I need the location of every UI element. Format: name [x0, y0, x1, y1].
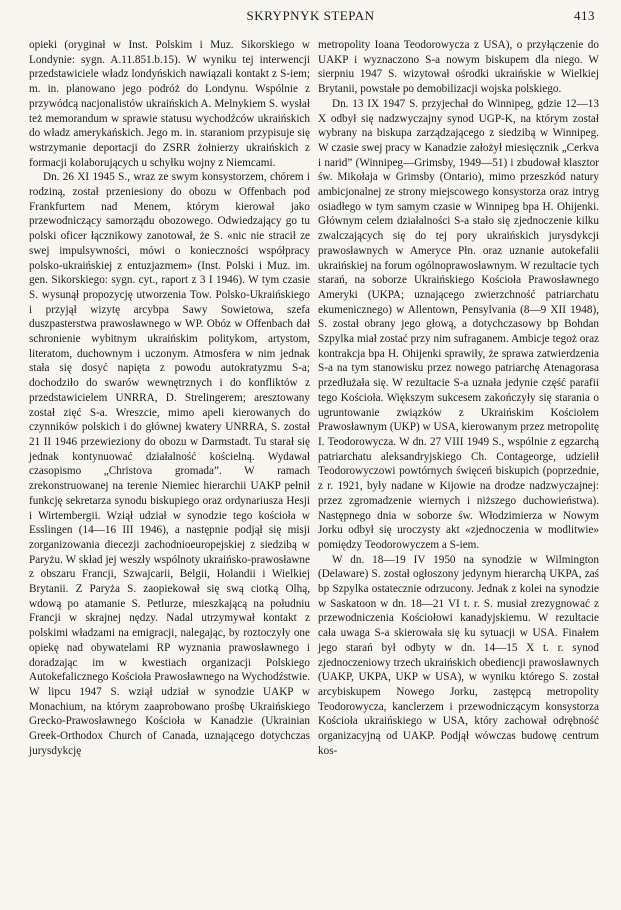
paragraph	[318, 38, 599, 97]
paragraph	[29, 170, 310, 758]
paragraph	[318, 97, 599, 553]
text-run: Dn. 13 IX 1947 S. przyjechał do Winnipeg, gdzie 12—13 X odbył się nadzwyczajny synod UGP-K, na którym został wybrany na biskupa zarządzającego z siedzibą w Winnipeg. W czasie swej pracy w Kanadzie założył miesięcznik „Cerkva i narid” (Winnipeg—Grimsby, 1949—51) i zbudował klasztor św. Mikołaja w Grimsby (Ontario), mimo przeszkód natury ambicjonalnej ze strony miejscowego konsystorza oraz intryg osiadłego w tym samym czasie w Winnipeg bpa H. Ohijenki. Głównym celem działalności S-a stało się zjednoczenie kilku zwalczających się do tej pory ukraińskich jurysdykcji prawosławnych w Ameryce Płn. oraz uznanie autokefalii ukraińskiej na forum ogólnoprawosławnym. W rezultacie tych starań, na soborze Ukraińskiego Kościoła Prawosławnego Ameryki (UKPA; uznającego zwierzchność patriarchatu ekumenicznego) w Allentown, Pensylvania (8—9 XII 1948), S. został obrany jego głową, a dotychczasowy bp Bohdan Szpylka miał zostać przy nim sufraganem. Ambicje tegoż oraz kontrakcja bpa H. Ohijenki sprawiły, że sprawa zatwierdzenia S-a na tym stanowisku przez nowego patriarchę Atenagorasa przedłużała się. W rezultacie S-a uznała jedynie część parafii tego Kościoła. Większym sukcesem zakończyły się starania o ugruntowanie związków z Ukraińskim Kościołem Prawosławnym (UKP) w USA, kierowanym przez metropolitę I. Teodorowycza. W dn. 27 VIII 1949 S., wspólnie z egzarchą patriarchatu aleksandryjskiego Ch. Contageorge, udzielił Teodorowyczowi powtórnych święceń biskupich (poprzednie, z r. 1921, były nadane w Kijowie na drodze nadzwyczajnej: przez zgromadzenie wiernych i niższego duchowieństwa). Następnego dnia w soborze św. Włodzimierza w Nowym Jorku odbył się uroczysty akt «zjednoczenia w modlitwie» pomiędzy Teodorowyczem a S-iem.	[318, 97, 599, 551]
text-run: metropolity Ioana Teodorowycza z USA), o przyłączenie do UAKP i wyznaczono S-a nowym biskupem dla niego. W sierpniu 1947 S. wizytował ośrodki ukraińskie w Wielkiej Brytanii, powstałe po demobilizacji wojska polskiego.	[318, 39, 599, 96]
left-column	[29, 38, 310, 758]
text-run: Dn. 26 XI 1945 S., wraz ze swym konsystorzem, chórem i rodziną, został przeniesiony do obozu w Offenbach pod Frankfurtem nad Menem, którym kierował jako przewodniczący samorządu obozowego. Odwiedzający go tu polski oficer łącznikowy zanotował, że S. «nic nie stracił ze swej impulsywności, mówi o konieczności współpracy polsko-ukraińskiej z entuzjazmem» (Inst. Polski i Muz. im. gen. Sikorskiego: sygn. cyt., raport z 3 I 1946). W tym czasie S. wysunął propozycję utworzenia Tow. Polsko-Ukraińskiego i przyjął wizytę arcybpa Sawy Sowietowa, szefa duszpasterstwa prawosławnego w WP. Obóz w Offenbach dał schronienie wybitnym ukraińskim politykom, artystom, literatom, duchownym i uczonym. Atmosfera w nim jednak stała się dosyć napięta z powodu autokratyzmu S-a; dochodziło do swarów wewnętrznych i do konfliktów z przedstawicielem UNRRA, D. Strelingerem; aresztowany został zięć S-a. Wreszcie, mimo apeli kierowanych do czynników polskich i do głównej kwatery UNRRA, S. został 21 II 1946 przewieziony do obozu w Darmstadt. Tu starał się jednak kontynuować działalność kościelną. Wydawał czasopismo „Christova gromada”. W ramach zrekonstruowanej na terenie Niemiec hierarchii UAKP pełnił funkcję sekretarza synodu biskupiego oraz ordynariusza Hesji i Wirtembergii. Wziął udział w synodzie tego kościoła w Esslingen (14—16 III 1946), a następnie podjął się misji zorganizowania diecezji zachodnioeuropejskiej z siedzibą w Paryżu. W skład jej weszły wspólnoty ukraińsko-prawosławne z obszaru Francji, Szwajcarii, Belgii, Holandii i Wielkiej Brytanii. Z Paryża S. zaopiekował się swą ciotką Olhą, wdową po atamanie S. Petlurze, mieszkającą na południu Francji w skrajnej nędzy. Nadal utrzymywał kontakt z polskimi władzami na emigracji, nalegając, by roztoczyły one opiekę nad obywatelami RP wyznania prawosławnego i doradzając im w kwestiach organizacji Polskiego Autokefalicznego Kościoła Prawosławnego na Wychodźstwie. W lipcu 1947 S. wziął udział w synodzie UAKP w Monachium, na którym zaaprobowano prośbę Ukraińskiego Grecko-Prawosławnego Kościoła w Kanadzie (Ukrainian Greek-Orthodox Church of Canada, uznającego dotychczas jurysdykcję	[29, 171, 310, 757]
paragraph	[29, 38, 310, 170]
text-run: opieki (oryginał w Inst. Polskim i Muz. Sikorskiego w Londynie: sygn. A.11.851.b.15). W wyniku tej interwencji przedstawiciele władz londyńskich nawiązali kontakt z S-iem; m. in. planowano jego podróż do Londynu. Wspólnie z przywódcą nacjonalistów ukraińskich A. Melnykiem S. wysłał też memorandum w sprawie statusu wychodźców ukraińskich do władz amerykańskich. Jego m. in. staraniom przypisuje się wstrzymanie deportacji do ZSRR żołnierzy ukraińskich z formacji kolaborujących u schyłku wojny z Niemcami.	[29, 39, 310, 169]
text-run: W dn. 18—19 IV 1950 na synodzie w Wilmington (Delaware) S. został ogłoszony jedynym hierarchą UKPA, zaś bp Szpylka ostatecznie odrzucony. Jednak z kolei na synodzie w Saskatoon w dn. 18—21 VI t. r. S. musiał zrezygnować z przewodniczenia Kościołowi kanadyjskiemu. W rezultacie cała uwaga S-a skierowała się ku sytuacji w USA. Finałem jego starań był odbyty w dn. 14—15 X t. r. synod zjednoczeniowy trzech ukraińskich obediencji prawosławnych (UAKP, UKPA, UKP w USA), w wyniku którego S. został arcybiskupem Nowego Jorku, zastępcą metropolity Teodorowycza, kanclerzem i przewodniczącym konsystorza Kościoła ukraińskiego w USA, który zachował odrębność organizacyjną od UAKP. Podjął wówczas budowę centrum kos-	[318, 553, 599, 757]
right-column	[318, 38, 599, 758]
page-number: 413	[574, 8, 595, 23]
paragraph	[318, 553, 599, 759]
running-title: SKRYPNYK STEPAN	[246, 8, 375, 23]
page-header	[0, 8, 621, 26]
